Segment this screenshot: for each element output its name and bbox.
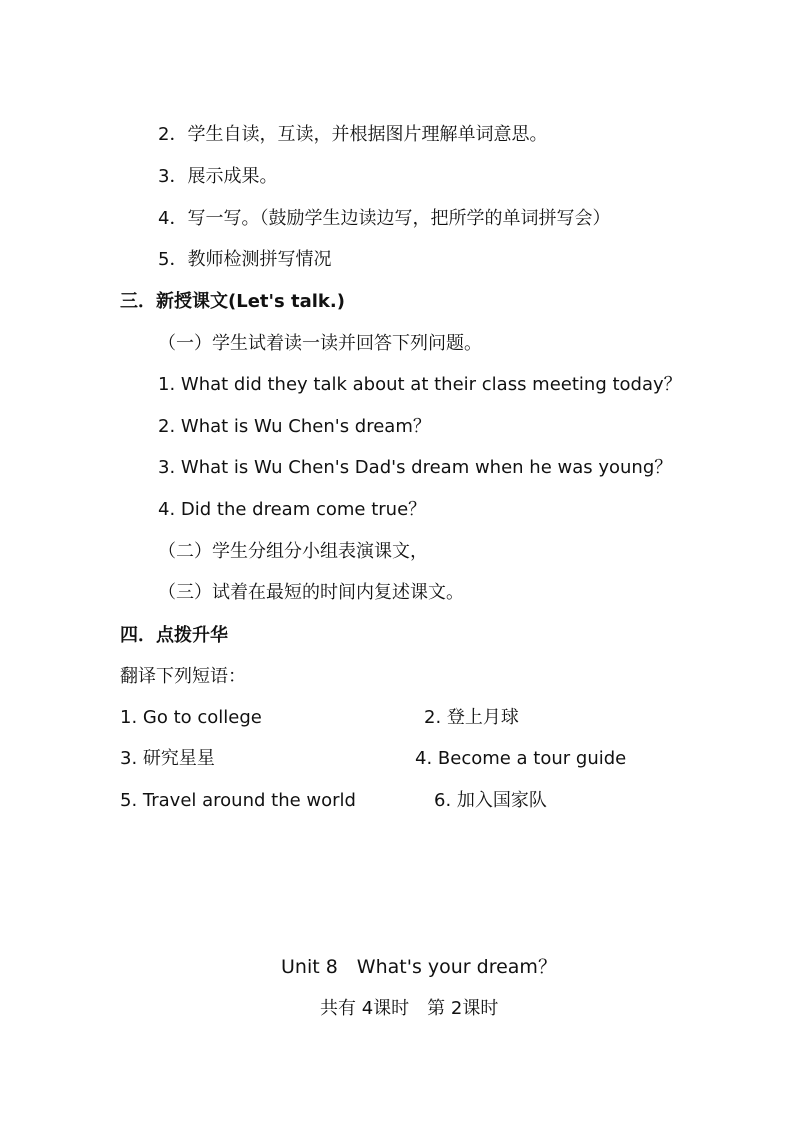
question-4: 4. Did the dream come true？ xyxy=(158,499,427,520)
translate-instruction: 翻译下列短语： xyxy=(120,666,246,687)
question-3: 3. What is Wu Chen's Dad's dream when he was young？ xyxy=(158,457,673,478)
question-1: 1. What did they talk about at their class meeting today？ xyxy=(158,374,682,395)
section-3-sub-1: （一）学生试着读一读并回答下列问题。 xyxy=(158,333,482,354)
phrase-3: 3. 研究星星 xyxy=(120,748,215,769)
question-2: 2. What is Wu Chen's dream？ xyxy=(158,416,431,437)
section-4-heading: 四．点拨升华 xyxy=(120,625,228,646)
section-3-heading: 三．新授课文(Let's talk.) xyxy=(120,291,345,312)
lesson-title: Unit 8 What's your dream？ xyxy=(281,956,557,978)
step-3: 3．展示成果。 xyxy=(158,166,278,187)
phrase-5: 5. Travel around the world xyxy=(120,790,356,811)
section-3-sub-3: （三）试着在最短的时间内复述课文。 xyxy=(158,582,464,603)
step-2: 2．学生自读，互读，并根据图片理解单词意思。 xyxy=(158,124,548,145)
step-4: 4．写一写。（鼓励学生边读边写，把所学的单词拼写会） xyxy=(158,208,611,229)
phrase-6: 6. 加入国家队 xyxy=(434,790,547,811)
step-5: 5．教师检测拼写情况 xyxy=(158,249,332,270)
phrase-1: 1. Go to college xyxy=(120,707,262,728)
phrase-4: 4. Become a tour guide xyxy=(415,748,627,769)
phrase-2: 2. 登上月球 xyxy=(424,707,519,728)
section-3-sub-2: （二）学生分组分小组表演课文， xyxy=(158,541,428,562)
lesson-subtitle: 共有 4课时 第 2课时 xyxy=(320,998,499,1019)
